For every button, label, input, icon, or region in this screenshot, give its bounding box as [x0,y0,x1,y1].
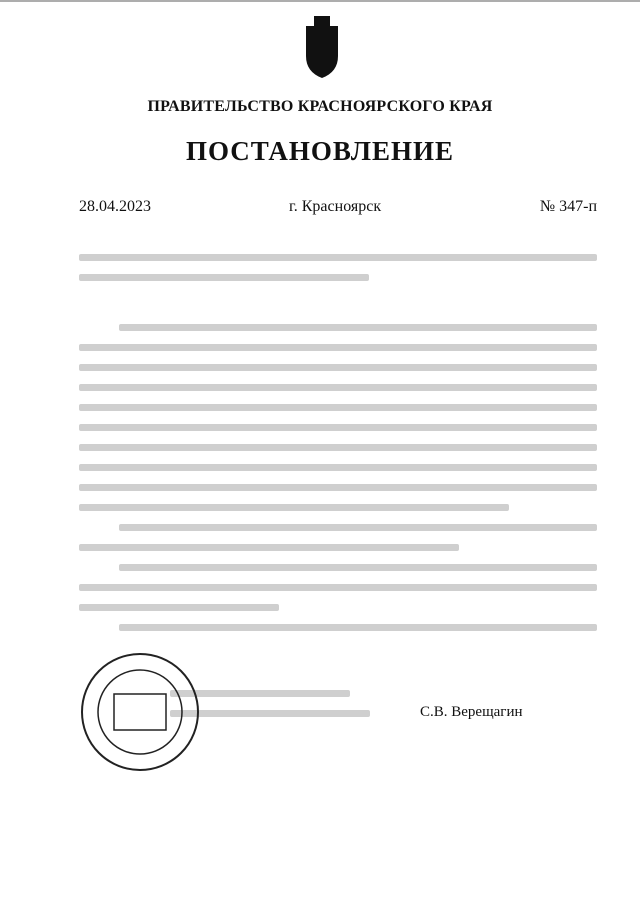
page-top-border [0,0,640,2]
document-date: 28.04.2023 [79,198,151,215]
document-subject [79,248,597,284]
document-body [79,318,597,636]
document-city: г. Красноярск [289,198,382,215]
document-number: № 347-п [539,198,597,215]
coat-of-arms-icon [300,12,344,82]
official-stamp [78,650,202,774]
government-header: ПРАВИТЕЛЬСТВО КРАСНОЯРСКОГО КРАЯ [147,98,493,115]
signatory-name: С.В. Верещагин [420,704,523,720]
document-type-title: ПОСТАНОВЛЕНИЕ [185,136,455,166]
